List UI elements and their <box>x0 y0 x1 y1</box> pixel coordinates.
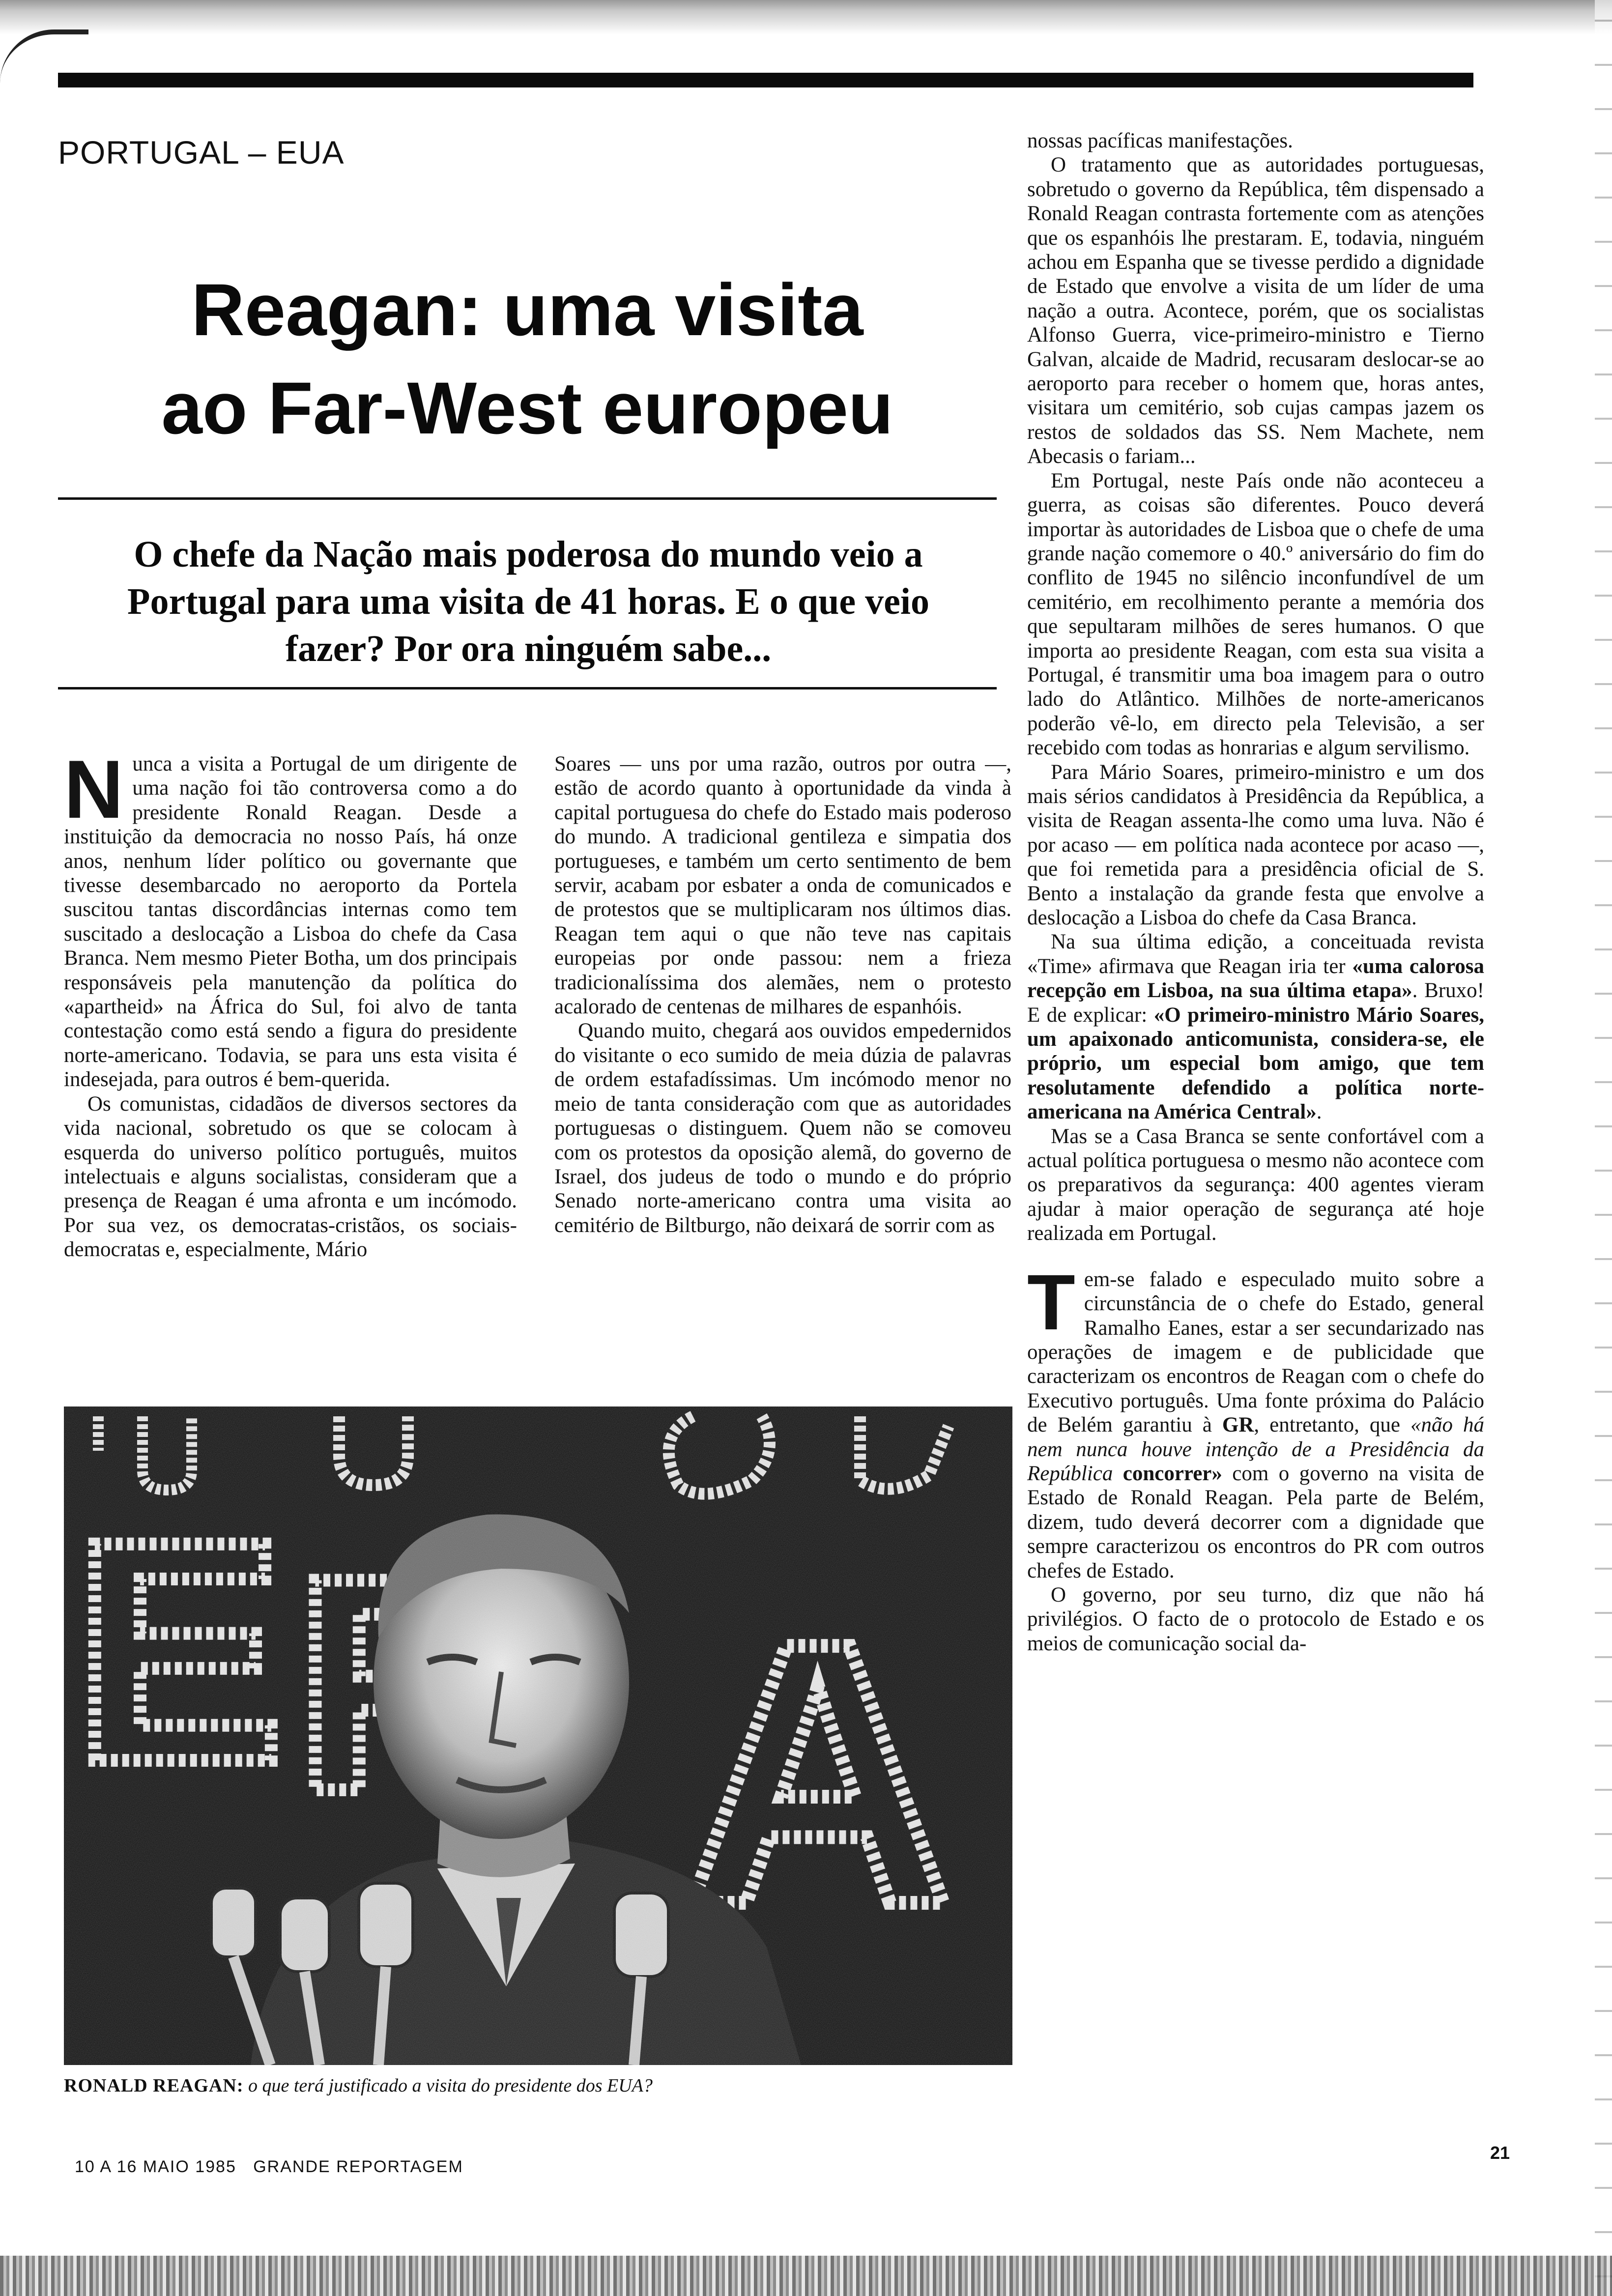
paragraph: Quando muito, chegará aos ouvidos empedernidos do visitante o eco sumido de meia dúzia de palavras de ordem estafadíssimas. Um incómodo menor no meio de tanta consideração com que as autoridades portuguesas o distinguem. Quem não se comoveu com os protestos da oposição alemã, do governo de Israel, dos judeus de todo o mundo e do próprio Senado norte-americano contra uma visita ao cemitério de Biltburgo, não deixará de sorrir com as <box>554 1019 1011 1237</box>
headline-line-1: Reagan: uma visita <box>191 268 864 351</box>
paragraph: Soares — uns por uma razão, outros por outra —, estão de acordo quanto à oportunidade da vinda à capital portuguesa do chefe do Estado mais poderoso do mundo. A tradicional gentileza e simpatia dos portugueses, e também um certo sentimento de bem servir, acabam por esbater a onda de comunicados e de protestos que se multiplicaram nos últimos dias. Reagan tem aqui o que não teve nas capitais europeias por onde passou: nem a frieza tradicionalíssima dos alemães, nem o protesto acalorado de centenas de milhares de espanhóis. <box>554 752 1011 1019</box>
text-run: . <box>1316 1100 1322 1124</box>
deck: O chefe da Nação mais poderosa do mundo veio a Portugal para uma visita de 41 horas. E o que veio fazer? Por ora ninguém sabe... <box>127 534 929 669</box>
scan-edge-right <box>1595 0 1612 2296</box>
paragraph: nossas pacíficas manifestações. <box>1027 129 1293 152</box>
column-2 <box>554 752 1011 1237</box>
divider-bottom <box>58 687 997 689</box>
paragraph <box>1027 930 1484 1124</box>
paragraph: Os comunistas, cidadãos de diversos sectores da vida nacional, sobretudo os que se colocam à esquerda do universo político português, muitos intelectuais e alguns socialistas, consideram que a presença de Reagan é uma afronta e um incómodo. Por sua vez, os democratas-cristãos, os sociais-democratas e, especialmente, Mário <box>64 1092 517 1262</box>
text-run: . Bruxo! E de explicar: <box>1027 979 1485 1027</box>
paragraph <box>64 743 517 1092</box>
photo-illustration <box>64 1406 1012 2065</box>
paragraph: O tratamento que as autoridades portuguesas, sobretudo o governo da República, têm dispensado a Ronald Reagan contrasta fortemente com as atenções que os espanhóis lhe prestaram. E, todavia, ninguém achou em Espanha que se tivesse perdido a dignidade de Estado que envolve a visita de um líder de uma nação a outra. Acontece, porém, que os socialistas Alfonso Guerra, vice-primeiro-ministro e Tierno Galvan, alcaide de Madrid, recusaram deslocar-se ao aeroporto para receber o homem que, horas antes, visitara um cemitério, sob cujas campas jazem os restos de soldados das SS. Nem Machete, nem Abecasis o fariam... <box>1027 153 1484 468</box>
section-label: PORTUGAL – EUA <box>58 134 345 171</box>
text-run: , entretanto, que <box>1254 1413 1410 1437</box>
paragraph-text: unca a visita a Portugal de um dirigente de uma nação foi tão controversa como a do presidente Ronald Reagan. Desde a instituição da democracia no nosso País, há onze anos, nenhum líder político ou governante que tivesse desembarcado no aeroporto da Portela suscitou tantas discordâncias internas como tem suscitado a deslocação a Lisboa do chefe da Casa Branca. Nem mesmo Pieter Botha, um dos principais responsáveis pela manutenção da política do «apartheid» na África do Sul, foi alvo de tanta contestação como está sendo a figura do presidente norte-americano. Todavia, se para uns esta visita é indesejada, para outros é bem-querida. <box>64 752 517 1091</box>
reagan-photo <box>64 1406 1012 2065</box>
paragraph: Mas se a Casa Branca se sente confortável com a actual política portuguesa o mesmo não acontece com os preparativos da segurança: 400 agentes vieram ajudar à maior operação de segurança até hoje realizada em Portugal. <box>1027 1124 1484 1245</box>
paragraph: O governo, por seu turno, diz que não há privilégios. O facto de o protocolo de Estado e os meios de comunicação social da- <box>1027 1583 1484 1655</box>
quote-italic: «não há nem nunca houve intenção de a Presidência da República <box>1027 1413 1484 1485</box>
caption-text: o que terá justificado a visita do presidente dos EUA? <box>243 2075 653 2096</box>
page-number: 21 <box>1490 2143 1510 2163</box>
text-run: em-se falado e especulado muito sobre a circunstância de o chefe do Estado, general Ramalho Eanes, estar a ser secundarizado nas operações de imagem e de publicidade que caracterizam os encontros de Reagan com o chefe do Executivo português. Uma fonte próxima do Palácio de Belém garantiu à <box>1027 1267 1484 1437</box>
column-3 <box>1027 129 1484 1656</box>
drop-cap: N <box>64 743 124 835</box>
scan-edge-bottom <box>0 2256 1612 2296</box>
scan-edge-top <box>0 0 1612 34</box>
quote-bold: «O primeiro-ministro Mário Soares, um apaixonado anticomunista, considera-se, ele próprio, um especial bom amigo, que tem resolutamente defendido a política norte-americana na América Central» <box>1027 1003 1484 1124</box>
headline-line-2: ao Far-West europeu <box>161 367 893 449</box>
paragraph: Em Portugal, neste País onde não aconteceu a guerra, as coisas são diferentes. Pouco deverá importar às autoridades de Lisboa que o chefe de uma grande nação comemore o 40.º aniversário do fim do conflito de 1945 no silêncio inconfundível de um cemitério, em recolhimento perante a memória dos que sepultaram milhões de seres humanos. O que importa ao presidente Reagan, com esta sua visita a Portugal, é transmitir uma boa imagem para o outro lado do Atlântico. Milhões de norte-americanos poderão vê-lo, em directo pela Televisão, a ser recebido com todas as honrarias e algum servilismo. <box>1027 469 1484 760</box>
quote-bold: «uma calorosa recepção em Lisboa, na sua última etapa» <box>1027 954 1484 1003</box>
photo-caption <box>64 2075 1012 2096</box>
paragraph <box>1027 1258 1484 1583</box>
footer-issue-info: 10 A 16 MAIO 1985 GRANDE REPORTAGEM <box>75 2157 463 2176</box>
magazine-abbrev: GR <box>1222 1413 1254 1437</box>
divider-top <box>58 497 997 500</box>
quote-bold: concorrer» <box>1113 1462 1222 1485</box>
column-1 <box>64 743 517 1262</box>
drop-cap: T <box>1027 1258 1075 1346</box>
text-run: Na sua última edição, a conceituada revista «Time» afirmava que Reagan iria ter <box>1027 930 1484 978</box>
caption-name: RONALD REAGAN: <box>64 2075 244 2096</box>
text-run: com o governo na visita de Estado de Ronald Reagan. Pela parte de Belém, dizem, tudo deverá decorrer com a dignidade que sempre caracterizou os encontros do PR com outros chefes de Estado. <box>1027 1462 1484 1582</box>
paragraph: Para Mário Soares, primeiro-ministro e um dos mais sérios candidatos à Presidência da República, a visita de Reagan assenta-lhe como uma luva. Não é por acaso — em política nada acontece por acaso —, que foi remetida para a presidência oficial de S. Bento a instalação da grande festa que envolve a deslocação a Lisboa do chefe da Casa Branca. <box>1027 760 1484 929</box>
top-rule <box>58 73 1473 87</box>
headline <box>58 260 997 457</box>
